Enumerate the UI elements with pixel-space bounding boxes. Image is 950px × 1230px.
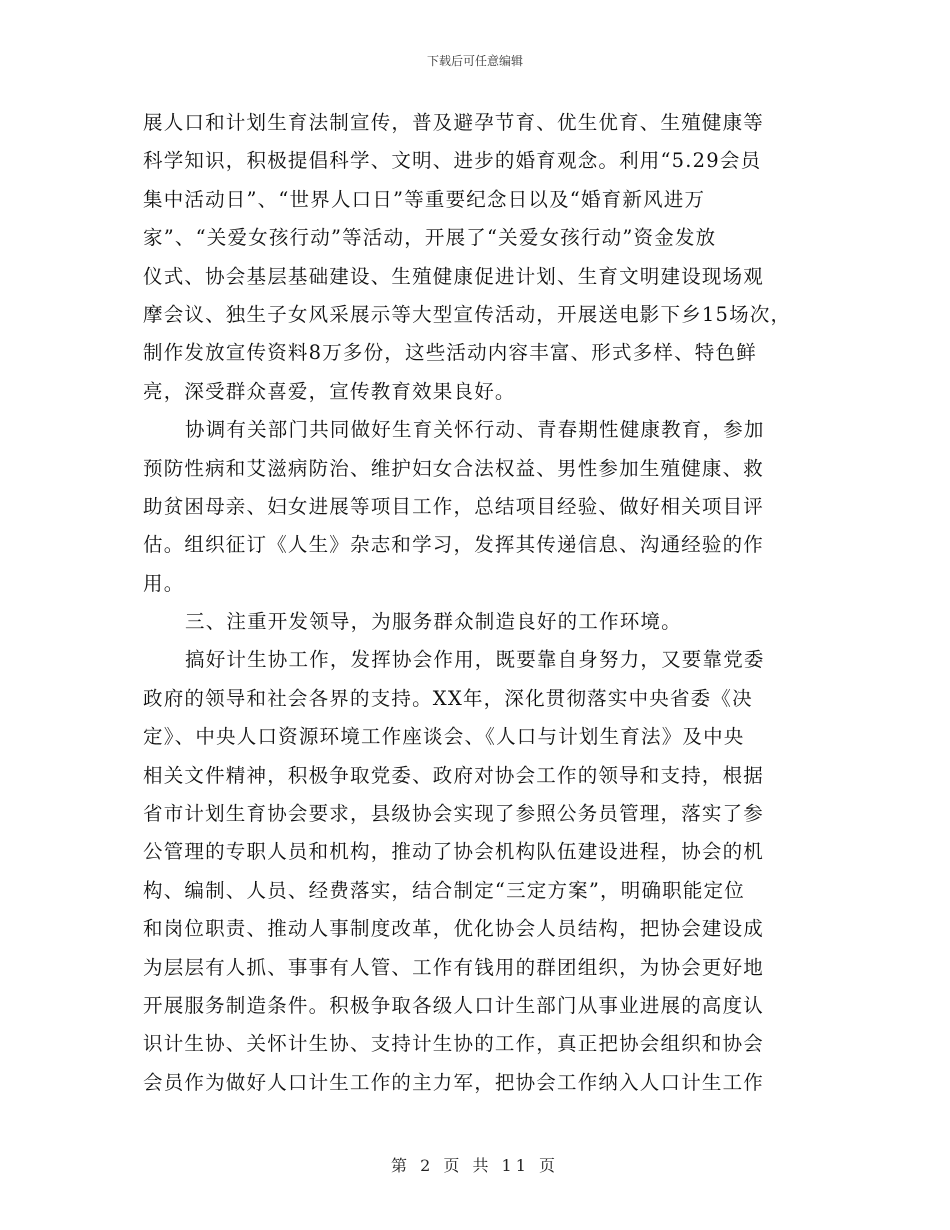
text-line: 开展服务制造条件。积极争取各级人口计生部门从事业进展的高度认 — [143, 993, 765, 1017]
text-line: 识计生协、关怀计生协、支持计生协的工作，真正把协会组织和协会 — [143, 1032, 765, 1056]
text-line: 三、注重开发领导，为服务群众制造良好的工作环境。 — [185, 610, 682, 634]
text-line: 估。组织征订《人生》杂志和学习，发挥其传递信息、沟通经验的作 — [143, 533, 765, 557]
text-line: 用。 — [143, 571, 185, 595]
text-line: 仪式、协会基层基础建设、生殖健康促进计划、生育文明建设现场观 — [143, 264, 765, 288]
page-footer: 第 2 页 共 11 页 — [391, 1156, 559, 1175]
text-line: 搞好计生协工作，发挥协会作用，既要靠自身努力，又要靠党委 — [185, 648, 765, 672]
text-line: 助贫困母亲、妇女进展等项目工作，总结项目经验、做好相关项目评 — [143, 494, 765, 518]
text-line: 相关文件精神，积极争取党委、政府对协会工作的领导和支持，根据 — [143, 763, 765, 787]
text-line: 家”、“关爱女孩行动”等活动，开展了“关爱女孩行动”资金发放 — [143, 226, 717, 250]
text-line: 构、编制、人员、经费落实，结合制定“三定方案”，明确职能定位 — [143, 878, 745, 902]
text-line: 亮，深受群众喜爱，宣传教育效果良好。 — [143, 379, 516, 403]
text-line: 摩会议、独生子女风采展示等大型宣传活动，开展送电影下乡15场次， — [143, 302, 792, 326]
text-line: 为层层有人抓、事事有人管、工作有钱用的群团组织，为协会更好地 — [143, 955, 765, 979]
text-line: 和岗位职责、推动人事制度改革，优化协会人员结构，把协会建设成 — [143, 917, 765, 941]
text-line: 集中活动日”、“世界人口日”等重要纪念日以及“婚育新风进万 — [143, 187, 706, 211]
text-line: 科学知识，积极提倡科学、文明、进步的婚育观念。利用“5.29会员 — [143, 149, 762, 173]
text-line: 公管理的专职人员和机构，推动了协会机构队伍建设进程，协会的机 — [143, 840, 765, 864]
text-line: 定》、中央人口资源环境工作座谈会、《人口与计划生育法》及中央 — [143, 725, 745, 749]
text-line: 会员作为做好人口计生工作的主力军，把协会工作纳入人口计生工作 — [143, 1070, 765, 1094]
text-line: 制作发放宣传资料8万多份，这些活动内容丰富、形式多样、特色鲜 — [143, 341, 757, 365]
text-line: 省市计划生育协会要求，县级协会实现了参照公务员管理，落实了参 — [143, 802, 765, 826]
text-line: 政府的领导和社会各界的支持。XX年，深化贯彻落实中央省委《决 — [143, 686, 753, 710]
text-line: 协调有关部门共同做好生育关怀行动、青春期性健康教育，参加 — [185, 418, 765, 442]
text-line: 展人口和计划生育法制宣传，普及避孕节育、优生优育、生殖健康等 — [143, 111, 765, 134]
page-header: 下载后可任意编辑 — [426, 54, 523, 68]
document-body — [143, 104, 818, 1102]
text-line: 预防性病和艾滋病防治、维护妇女合法权益、男性参加生殖健康、救 — [143, 456, 765, 480]
